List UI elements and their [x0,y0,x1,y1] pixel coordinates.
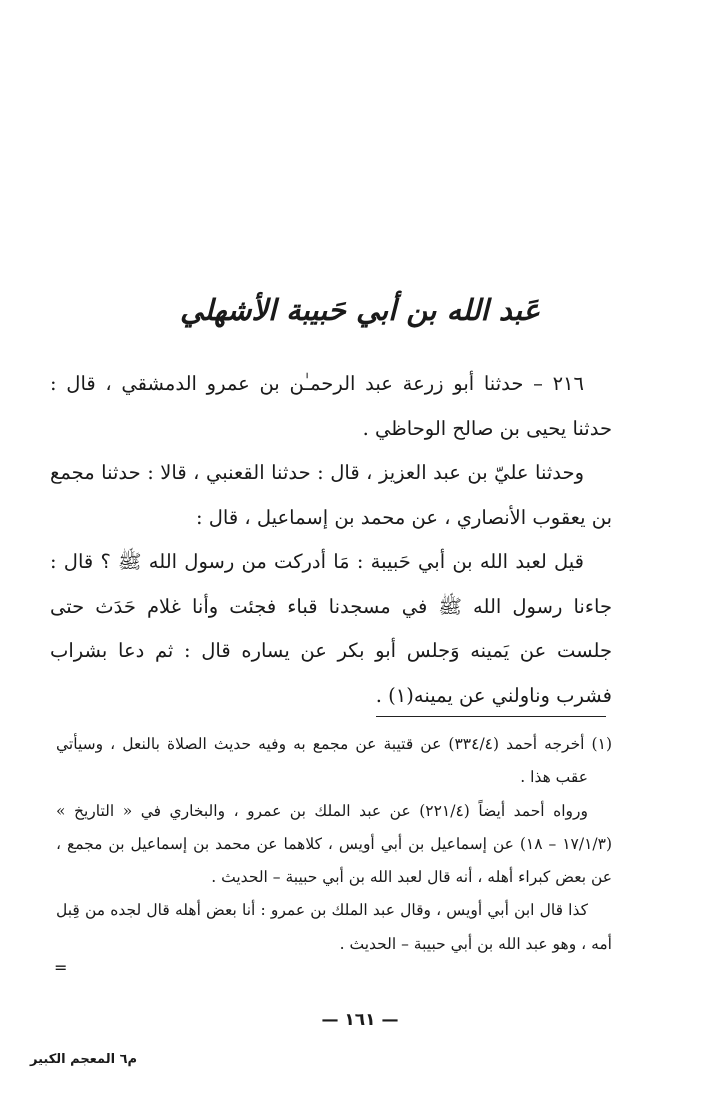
page-number: — ١٦١ — [321,1010,399,1030]
section-title: عَبد الله بن أبي حَبيبة الأشهلي [179,293,540,327]
hadith-paragraph: ٢١٦ – حدثنا أبو زرعة عبد الرحمـٰن بن عمرو الدمشقي ، قال : حدثنا يحيى بن صالح الوحاظي . [50,372,612,440]
footnote: (١) أخرجه أحمد (٣٣٤/٤) عن قتيبة عن مجمع به وفيه حديث الصلاة بالنعل ، وسيأتي عقب هذا . [56,735,612,787]
main-text [50,362,612,718]
footnote-separator [376,716,606,717]
hadith-paragraph: قيل لعبد الله بن أبي حَبيبة : مَا أدركت من رسول الله ﷺ ؟ قال : جاءنا رسول الله ﷺ في مسجدنا قباء فجئت وأنا غلام حَدَث حتى جلست عن يَمينه وَجلس أبو بكر عن يساره قال : ثم دعا بشراب فشرب وناولني عن يمينه(١) . [50,550,612,707]
footnotes [56,728,612,961]
hadith-paragraph: وحدثنا عليّ بن عبد العزيز ، قال : حدثنا القعنبي ، قالا : حدثنا مجمع بن يعقوب الأنصاري ، عن محمد بن إسماعيل ، قال : [50,461,612,529]
footnote: ورواه أحمد أيضاً (٢٢١/٤) عن عبد الملك بن عمرو ، والبخاري في « التاريخ » (١٧/١/٣ – ١٨) عن إسماعيل بن أبي أويس ، كلاهما عن محمد بن إسماعيل بن مجمع ، عن بعض كبراء أهله ، أنه قال لعبد الله بن أبي حبيبة – الحديث . [56,801,613,887]
footnote: كذا قال ابن أبي أويس ، وقال عبد الملك بن عمرو : أنا بعض أهله قال لجده من قِبل أمه ، وهو عبد الله بن أبي حبيبة – الحديث . [56,901,612,953]
continuation-mark: = [54,958,68,977]
signature-mark: م٦ المعجم الكبير [30,1052,138,1067]
